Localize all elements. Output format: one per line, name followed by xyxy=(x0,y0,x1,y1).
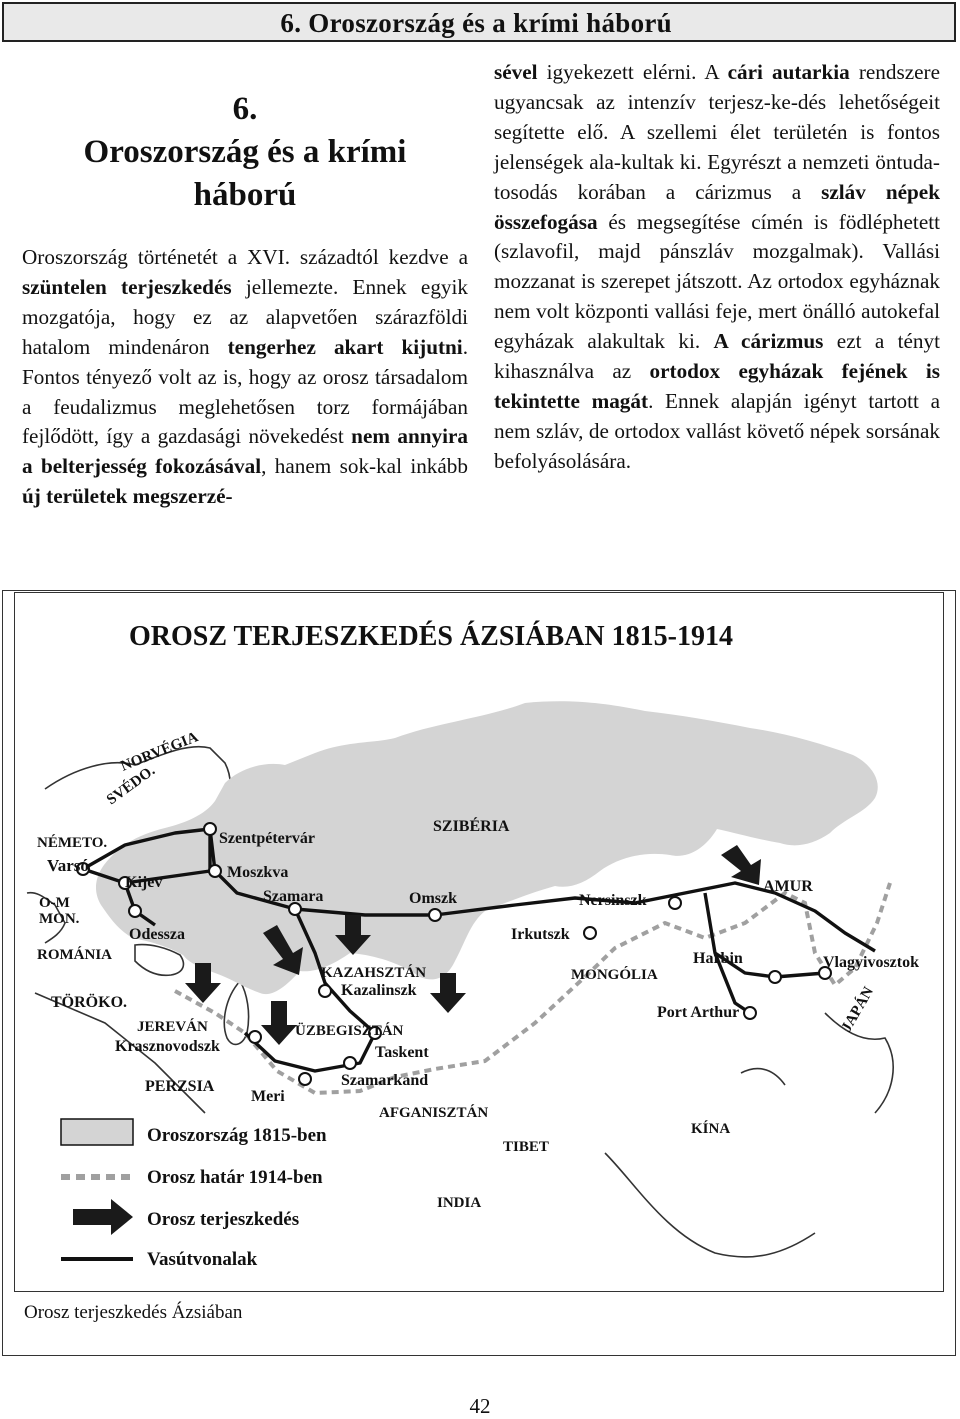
label-toroko: TÖRÖKO. xyxy=(51,994,128,1011)
left-paragraph xyxy=(22,243,468,512)
legend-swatch-arrow xyxy=(73,1199,133,1235)
label-sziberia: SZIBÉRIA xyxy=(433,818,510,835)
chapter-number: 6. xyxy=(232,91,258,127)
label-kina: KÍNA xyxy=(691,1121,731,1137)
page-number: 42 xyxy=(469,1394,491,1418)
label-norvegia: NORVÉGIA xyxy=(118,729,201,775)
label-szamarkand: Szamarkand xyxy=(341,1072,429,1089)
text-run: rendszere ugyancsak az intenzív terjesz-ke-dés lehetőségeit segítette elő. A szellemi élet területén is fontos jelenségek ala-kultak ki. Egyrészt a nemzeti öntuda- tosodás korában a cárizmus a xyxy=(494,60,940,204)
city-marker xyxy=(744,1007,756,1019)
label-japan: JAPÁN xyxy=(838,984,878,1035)
city-marker xyxy=(769,971,781,983)
city-marker xyxy=(249,1031,261,1043)
label-india: INDIA xyxy=(437,1195,482,1211)
label-kazalinszk: Kazalinszk xyxy=(341,982,417,999)
korea-coast xyxy=(741,1069,785,1085)
label-kijev: Kijev xyxy=(125,874,163,891)
label-uzbegisztan: ÜZBEGISZTÁN xyxy=(295,1023,404,1039)
right-column xyxy=(494,58,940,477)
text-run: ezt a tényt kihasználva az xyxy=(494,329,940,384)
legend-russia-1815: Oroszország 1815-ben xyxy=(147,1125,327,1146)
label-odessza: Odessza xyxy=(129,926,185,943)
label-harbin: Harbin xyxy=(693,950,743,967)
label-perzsia: PERZSIA xyxy=(145,1078,215,1095)
chapter-title-line2: háború xyxy=(193,177,297,213)
map-figure xyxy=(14,592,944,1292)
label-om: O-M xyxy=(39,895,70,911)
left-column xyxy=(22,88,468,512)
label-vlagyivosztok: Vlagyivosztok xyxy=(823,954,919,971)
running-title: 6. Oroszország és a krími háború xyxy=(280,8,672,38)
label-varso: Varsó xyxy=(47,856,89,875)
label-meri: Meri xyxy=(251,1088,285,1105)
emphasis: nem annyira a belterjesség fokozásával xyxy=(22,424,468,479)
emphasis: ortodox egyházak fejének is tekintette magát xyxy=(494,359,940,413)
emphasis: szüntelen terjeszkedés xyxy=(22,274,232,299)
label-afganisztan: AFGANISZTÁN xyxy=(379,1105,489,1121)
text-run: jellemezte. Ennek egyik mozgatója, hogy ez az alapvetően szárazföldi hatalom mindenáron xyxy=(22,274,468,359)
label-szamara: Szamara xyxy=(263,888,324,905)
text-run: Oroszország történetét a XVI. századtól kezdve a xyxy=(22,245,468,269)
map-title: OROSZ TERJESZKEDÉS ÁZSIÁBAN 1815-1914 xyxy=(129,621,733,652)
map-legend xyxy=(61,1119,327,1270)
city-marker xyxy=(204,823,216,835)
label-amur: AMUR xyxy=(763,878,813,895)
city-marker xyxy=(129,905,141,917)
emphasis: cári autarkia xyxy=(727,60,850,84)
legend-border-1914: Orosz határ 1914-ben xyxy=(147,1167,323,1188)
emphasis: tengerhez akart kijutni xyxy=(227,334,463,359)
emphasis: sével xyxy=(494,60,538,84)
expansion-arrow xyxy=(721,845,761,885)
label-szentpetervar: Szentpétervár xyxy=(219,830,315,847)
label-kazahsztan: KAZAHSZTÁN xyxy=(321,965,427,981)
chapter-title xyxy=(22,88,468,217)
label-moszkva: Moszkva xyxy=(227,864,289,881)
city-marker xyxy=(584,927,596,939)
text-run: . Ennek alapján igényt tartott a nem szláv, de ortodox vallást követő népek sorsának befolyásolására. xyxy=(494,388,941,473)
chapter-title-line1: Oroszország és a krími xyxy=(83,134,407,170)
label-port-arthur: Port Arthur xyxy=(657,1004,740,1021)
text-run: . Fontos tényező volt az is, hogy az orosz társadalom a feudalizmus meglehetősen torz formájában fejlődött, így a gazdasági növekedést xyxy=(22,334,468,449)
label-krasznovodszk: Krasznovodszk xyxy=(115,1038,220,1055)
text-run: és megsegítése címén is födléphetett (szlavofil, majd pánszláv mozgalmak). Vallási mozzanat is szerepet játszott. Az ortodox egyháznak nem volt központi vallási feje, mert önálló autokefal egyházak alakultak ki. xyxy=(494,209,940,354)
emphasis: szláv népek összefogása xyxy=(494,179,940,234)
city-marker xyxy=(429,909,441,921)
label-nemeto: NÉMETO. xyxy=(37,835,108,851)
city-marker xyxy=(299,1073,311,1085)
legend-expansion: Orosz terjeszkedés xyxy=(147,1209,300,1230)
emphasis: új területek megszerzé- xyxy=(22,484,233,509)
city-marker xyxy=(669,897,681,909)
running-header xyxy=(2,2,956,42)
label-mon: MON. xyxy=(39,911,80,927)
label-tibet: TIBET xyxy=(503,1139,549,1155)
label-jerevan: JEREVÁN xyxy=(137,1019,208,1035)
map-svg xyxy=(15,593,943,1291)
emphasis: A cárizmus xyxy=(713,329,824,354)
label-nersinszk: Nersinszk xyxy=(579,892,647,909)
label-irkutszk: Irkutszk xyxy=(511,926,570,943)
text-run: igyekezett elérni. A xyxy=(537,60,728,84)
legend-railways: Vasútvonalak xyxy=(147,1249,258,1270)
right-paragraph xyxy=(494,58,940,477)
label-omszk: Omszk xyxy=(409,890,457,907)
city-marker xyxy=(344,1057,356,1069)
city-marker xyxy=(209,865,221,877)
japan-coast xyxy=(825,1013,893,1113)
label-taskent: Taskent xyxy=(375,1044,429,1061)
text-run: , hanem sok-kal inkább xyxy=(261,454,468,479)
expansion-arrow xyxy=(261,1001,297,1045)
china-coast xyxy=(605,1153,815,1257)
label-mongolia: MONGÓLIA xyxy=(571,967,658,983)
label-svedo: SVÉDO. xyxy=(103,762,159,809)
city-marker xyxy=(319,985,331,997)
figure-caption: Orosz terjeszkedés Ázsiában xyxy=(24,1302,243,1323)
legend-swatch-russia xyxy=(61,1119,133,1145)
label-romania: ROMÁNIA xyxy=(37,947,112,963)
